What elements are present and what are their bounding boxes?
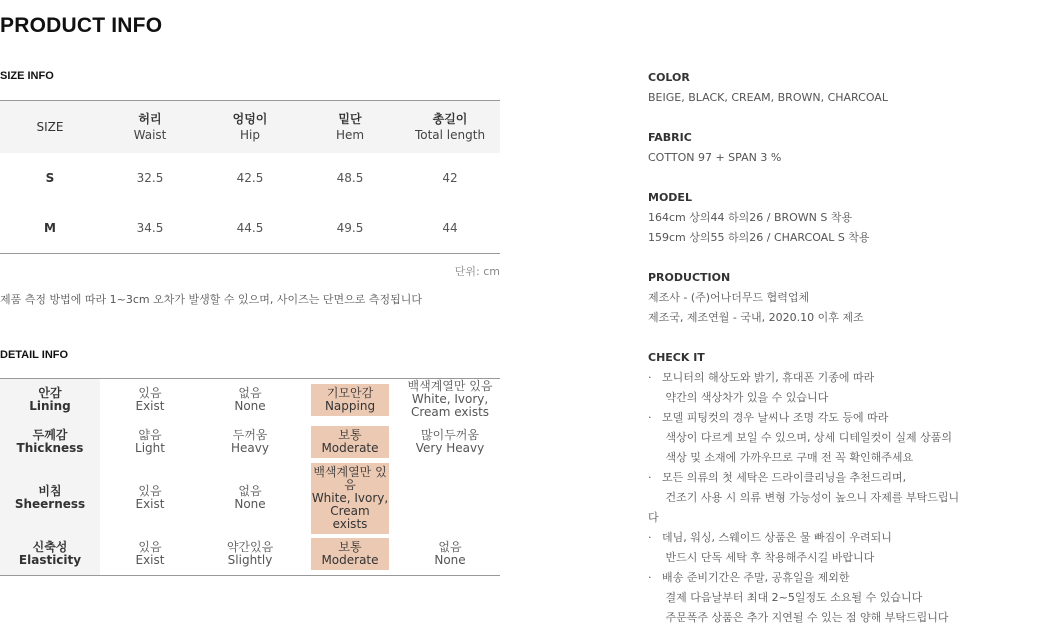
page-title: PRODUCT INFO: [0, 14, 163, 37]
size-cell: 32.5: [136, 171, 164, 185]
unit-note: 단위: cm: [454, 265, 500, 278]
size-cell: 44: [400, 203, 500, 254]
detail-option: 있음 Exist: [100, 379, 200, 421]
size-info-label: SIZE INFO: [0, 70, 54, 82]
size-table: [0, 100, 500, 254]
production-section: [648, 268, 1038, 328]
detail-option: 두꺼움 Heavy: [231, 427, 269, 455]
detail-option-empty: [400, 463, 500, 534]
detail-option-selected: 보통 Moderate: [300, 534, 400, 576]
check-it-line: 주문폭주 상품은 추가 지연될 수 있는 점 양해 부탁드립니다: [648, 611, 949, 624]
check-it-line: · 배송 준비기간은 주말, 공휴일을 제외한: [648, 571, 850, 584]
detail-option: 약간있음 Slightly: [200, 534, 300, 576]
color-section: [648, 68, 1038, 108]
color-value: BEIGE, BLACK, CREAM, BROWN, CHARCOAL: [648, 91, 888, 104]
size-row-s: [0, 153, 500, 203]
fabric-label: FABRIC: [648, 131, 692, 144]
size-cell: 34.5: [100, 203, 200, 254]
size-header-size: SIZE: [0, 101, 100, 154]
size-cell: S: [45, 171, 55, 185]
detail-option: 있음 Exist: [100, 534, 200, 576]
check-it-list: [648, 368, 1038, 628]
detail-row-lining: [0, 379, 500, 421]
detail-head: 신축성 Elasticity: [0, 534, 100, 576]
check-it-line: 건조기 사용 시 의류 변형 가능성이 높으니 자제를 부탁드립니: [648, 491, 960, 504]
size-cell: 42: [442, 171, 458, 185]
model-section: [648, 188, 1038, 248]
detail-head: 안감 Lining: [0, 379, 100, 421]
detail-option: 백색계열만 있음 White, Ivory, Cream exists: [400, 379, 500, 421]
check-it-line: 약간의 색상차가 있을 수 있습니다: [648, 391, 829, 404]
detail-row-elasticity: [0, 534, 500, 576]
detail-head: 비침 Sheerness: [0, 463, 100, 534]
detail-head: 두께감 Thickness: [0, 421, 100, 463]
check-it-line: · 모델 피팅컷의 경우 날씨나 조명 각도 등에 따라: [648, 411, 889, 424]
detail-row-sheerness: [0, 463, 500, 534]
size-cell: 49.5: [300, 203, 400, 254]
size-cell: 44.5: [200, 203, 300, 254]
detail-option: 얇음 Light: [135, 427, 165, 455]
check-it-line: 색상 및 소재에 가까우므로 구매 전 꼭 확인해주세요: [648, 451, 914, 464]
model-label: MODEL: [648, 191, 692, 204]
check-it-line: · 데님, 워싱, 스웨이드 상품은 물 빠짐이 우려되니: [648, 531, 892, 544]
size-header-waist: 허리 Waist: [100, 101, 200, 154]
size-table-header-row: [0, 101, 500, 154]
size-header-hip: 엉덩이 Hip: [200, 101, 300, 154]
detail-option: 없음 None: [200, 379, 300, 421]
detail-option-selected: 보통 Moderate: [300, 421, 400, 463]
check-it-line: 반드시 단독 세탁 후 착용해주시길 바랍니다: [648, 551, 875, 564]
production-line: 제조국, 제조연월 - 국내, 2020.10 이후 제조: [648, 311, 864, 324]
fabric-section: [648, 128, 1038, 168]
model-line: 164cm 상의44 하의26 / BROWN S 착용: [648, 211, 853, 224]
size-cell: 48.5: [336, 171, 364, 185]
measure-note: 제품 측정 방법에 따라 1~3cm 오차가 발생할 수 있으며, 사이즈는 단면으로 측정됩니다: [0, 293, 422, 306]
size-row-m: [0, 203, 500, 254]
size-cell: M: [0, 203, 100, 254]
check-it-line: 결제 다음날부터 최대 2~5일정도 소요될 수 있습니다: [648, 591, 923, 604]
detail-row-thickness: [0, 421, 500, 463]
check-it-line: · 모니터의 해상도와 밝기, 휴대폰 기종에 따라: [648, 371, 875, 384]
production-label: PRODUCTION: [648, 271, 731, 284]
model-line: 159cm 상의55 하의26 / CHARCOAL S 착용: [648, 231, 870, 244]
detail-table: [0, 378, 500, 576]
size-header-total-length: 총길이 Total length: [400, 101, 500, 154]
check-it-section: [648, 348, 1038, 628]
detail-option: 없음 None: [234, 484, 266, 511]
detail-option-selected: 백색계열만 있음 White, Ivory, Cream exists: [300, 463, 400, 534]
detail-option: 없음 None: [400, 534, 500, 576]
color-label: COLOR: [648, 71, 690, 84]
size-cell: 42.5: [236, 171, 264, 185]
detail-option: 많이두꺼움 Very Heavy: [415, 427, 485, 455]
detail-option: 있음 Exist: [135, 484, 165, 511]
check-it-line: 색상이 다르게 보일 수 있으며, 상세 디테일컷이 실제 상품의: [648, 431, 952, 444]
check-it-line: · 모든 의류의 첫 세탁은 드라이클리닝을 추천드리며,: [648, 471, 907, 484]
size-header-hem: 밑단 Hem: [300, 101, 400, 154]
production-line: 제조사 - (주)어나더무드 협력업체: [648, 291, 810, 304]
check-it-line: 다: [648, 511, 659, 524]
detail-info-label: DETAIL INFO: [0, 349, 69, 361]
check-it-label: CHECK IT: [648, 351, 705, 364]
detail-option-selected: 기모안감 Napping: [300, 379, 400, 421]
fabric-value: COTTON 97 + SPAN 3 %: [648, 151, 782, 164]
